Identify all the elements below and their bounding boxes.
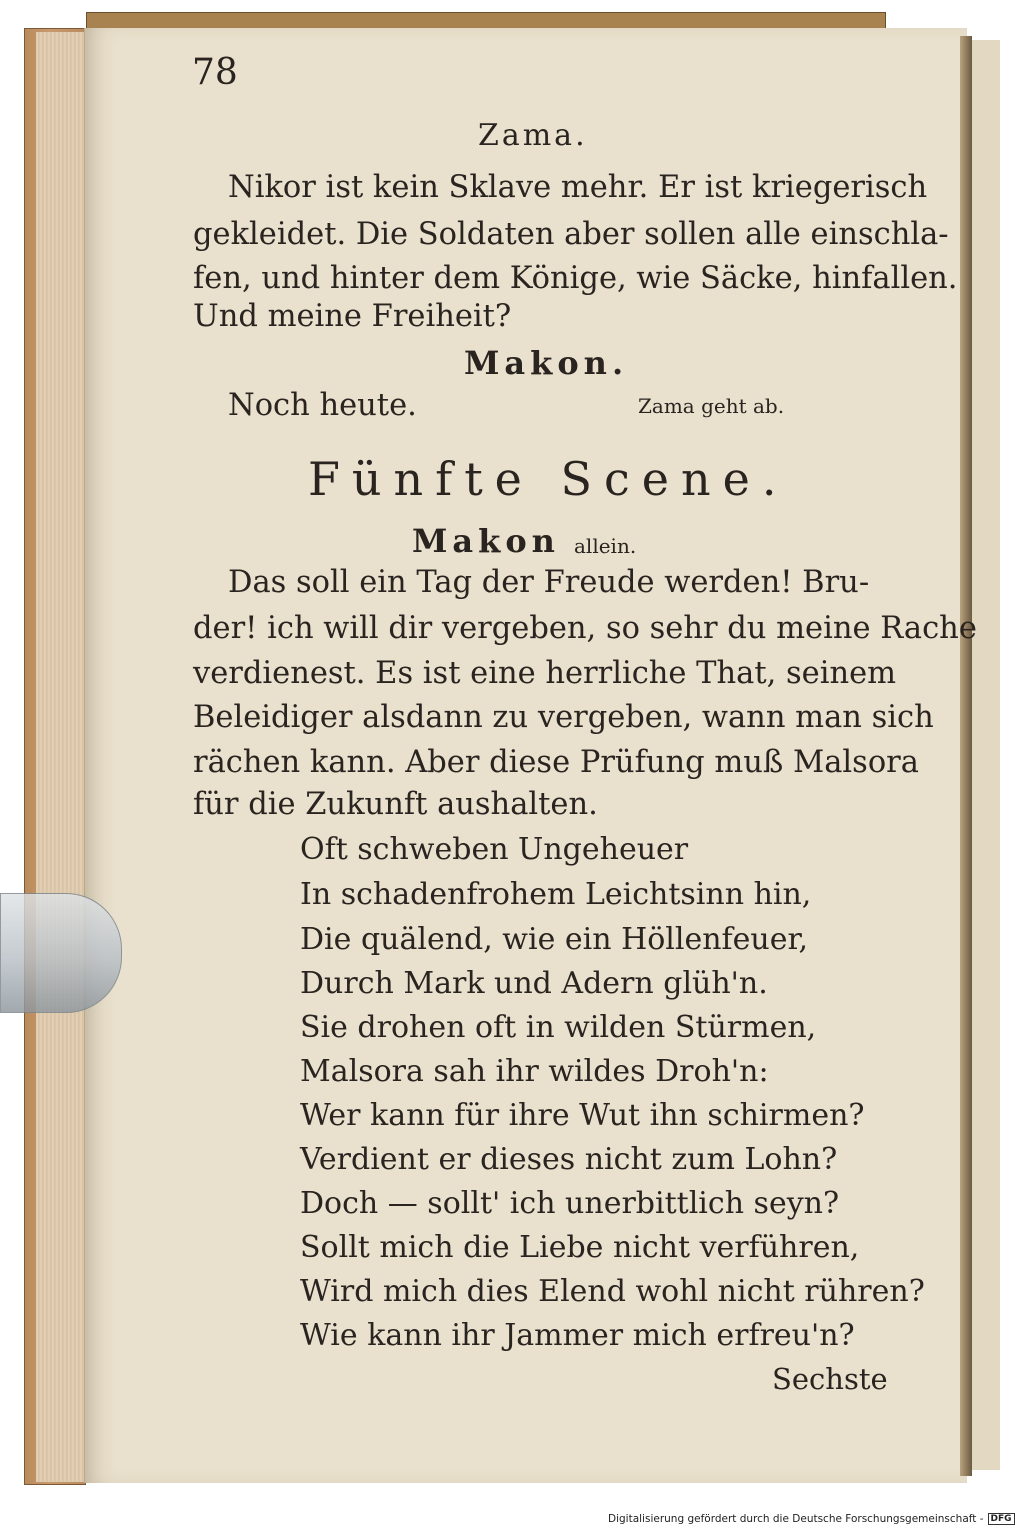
verse-line-12: Wie kann ihr Jammer mich erfreu'n? — [300, 1318, 855, 1353]
verse-line-4: Durch Mark und Adern glüh'n. — [300, 966, 768, 1001]
verse-line-8: Verdient er dieses nicht zum Lohn? — [300, 1142, 838, 1177]
makon-line: Noch heute. — [228, 388, 417, 423]
prose-line-1: Das soll ein Tag der Freude werden! Bru- — [228, 565, 870, 600]
verse-line-2: In schadenfrohem Leichtsinn hin, — [300, 877, 812, 912]
dfg-logo: DFG — [988, 1513, 1015, 1525]
verse-line-10: Sollt mich die Liebe nicht verführen, — [300, 1230, 860, 1265]
stage-direction: Zama geht ab. — [638, 394, 785, 418]
footer-text: Digitalisierung gefördert durch die Deutsche Forschungsgemeinschaft - — [608, 1513, 984, 1525]
scene-speaker: Makon — [412, 522, 560, 560]
verse-line-5: Sie drohen oft in wilden Stürmen, — [300, 1010, 817, 1045]
prose-line-2: der! ich will dir vergeben, so sehr du meine Rache — [193, 611, 977, 646]
zama-line-2: gekleidet. Die Soldaten aber sollen alle einschla- — [193, 217, 949, 252]
verse-line-6: Malsora sah ihr wildes Droh'n: — [300, 1054, 769, 1089]
catchword: Sechste — [772, 1362, 888, 1396]
verse-line-7: Wer kann für ihre Wut ihn schirmen? — [300, 1098, 865, 1133]
prose-line-4: Beleidiger alsdann zu vergeben, wann man sich — [193, 700, 934, 735]
prose-line-3: verdienest. Es ist eine herrliche That, seinem — [193, 656, 897, 691]
speaker-zama: Zama. — [478, 118, 588, 153]
page-number: 78 — [192, 52, 238, 93]
scene-speaker-note: allein. — [574, 534, 637, 558]
verse-line-3: Die quälend, wie ein Höllenfeuer, — [300, 922, 809, 957]
verse-line-9: Doch — sollt' ich unerbittlich seyn? — [300, 1186, 840, 1221]
verse-line-1: Oft schweben Ungeheuer — [300, 832, 689, 867]
zama-line-4: Und meine Freiheit? — [193, 299, 512, 334]
speaker-makon: Makon. — [464, 344, 629, 382]
zama-line-1: Nikor ist kein Sklave mehr. Er ist kriegerisch — [228, 170, 928, 205]
facing-page-edge — [970, 40, 1000, 1470]
prose-line-5: rächen kann. Aber diese Prüfung muß Malsora — [193, 745, 919, 780]
scene-heading: Fünfte Scene. — [308, 452, 789, 506]
prose-line-6: für die Zukunft aushalten. — [193, 787, 598, 822]
gutter-shadow — [960, 36, 972, 1476]
page-clip — [0, 893, 122, 1013]
digitization-footer — [608, 1513, 1015, 1525]
zama-line-3: fen, und hinter dem Könige, wie Säcke, hinfallen. — [193, 261, 958, 296]
verse-line-11: Wird mich dies Elend wohl nicht rühren? — [300, 1274, 925, 1309]
